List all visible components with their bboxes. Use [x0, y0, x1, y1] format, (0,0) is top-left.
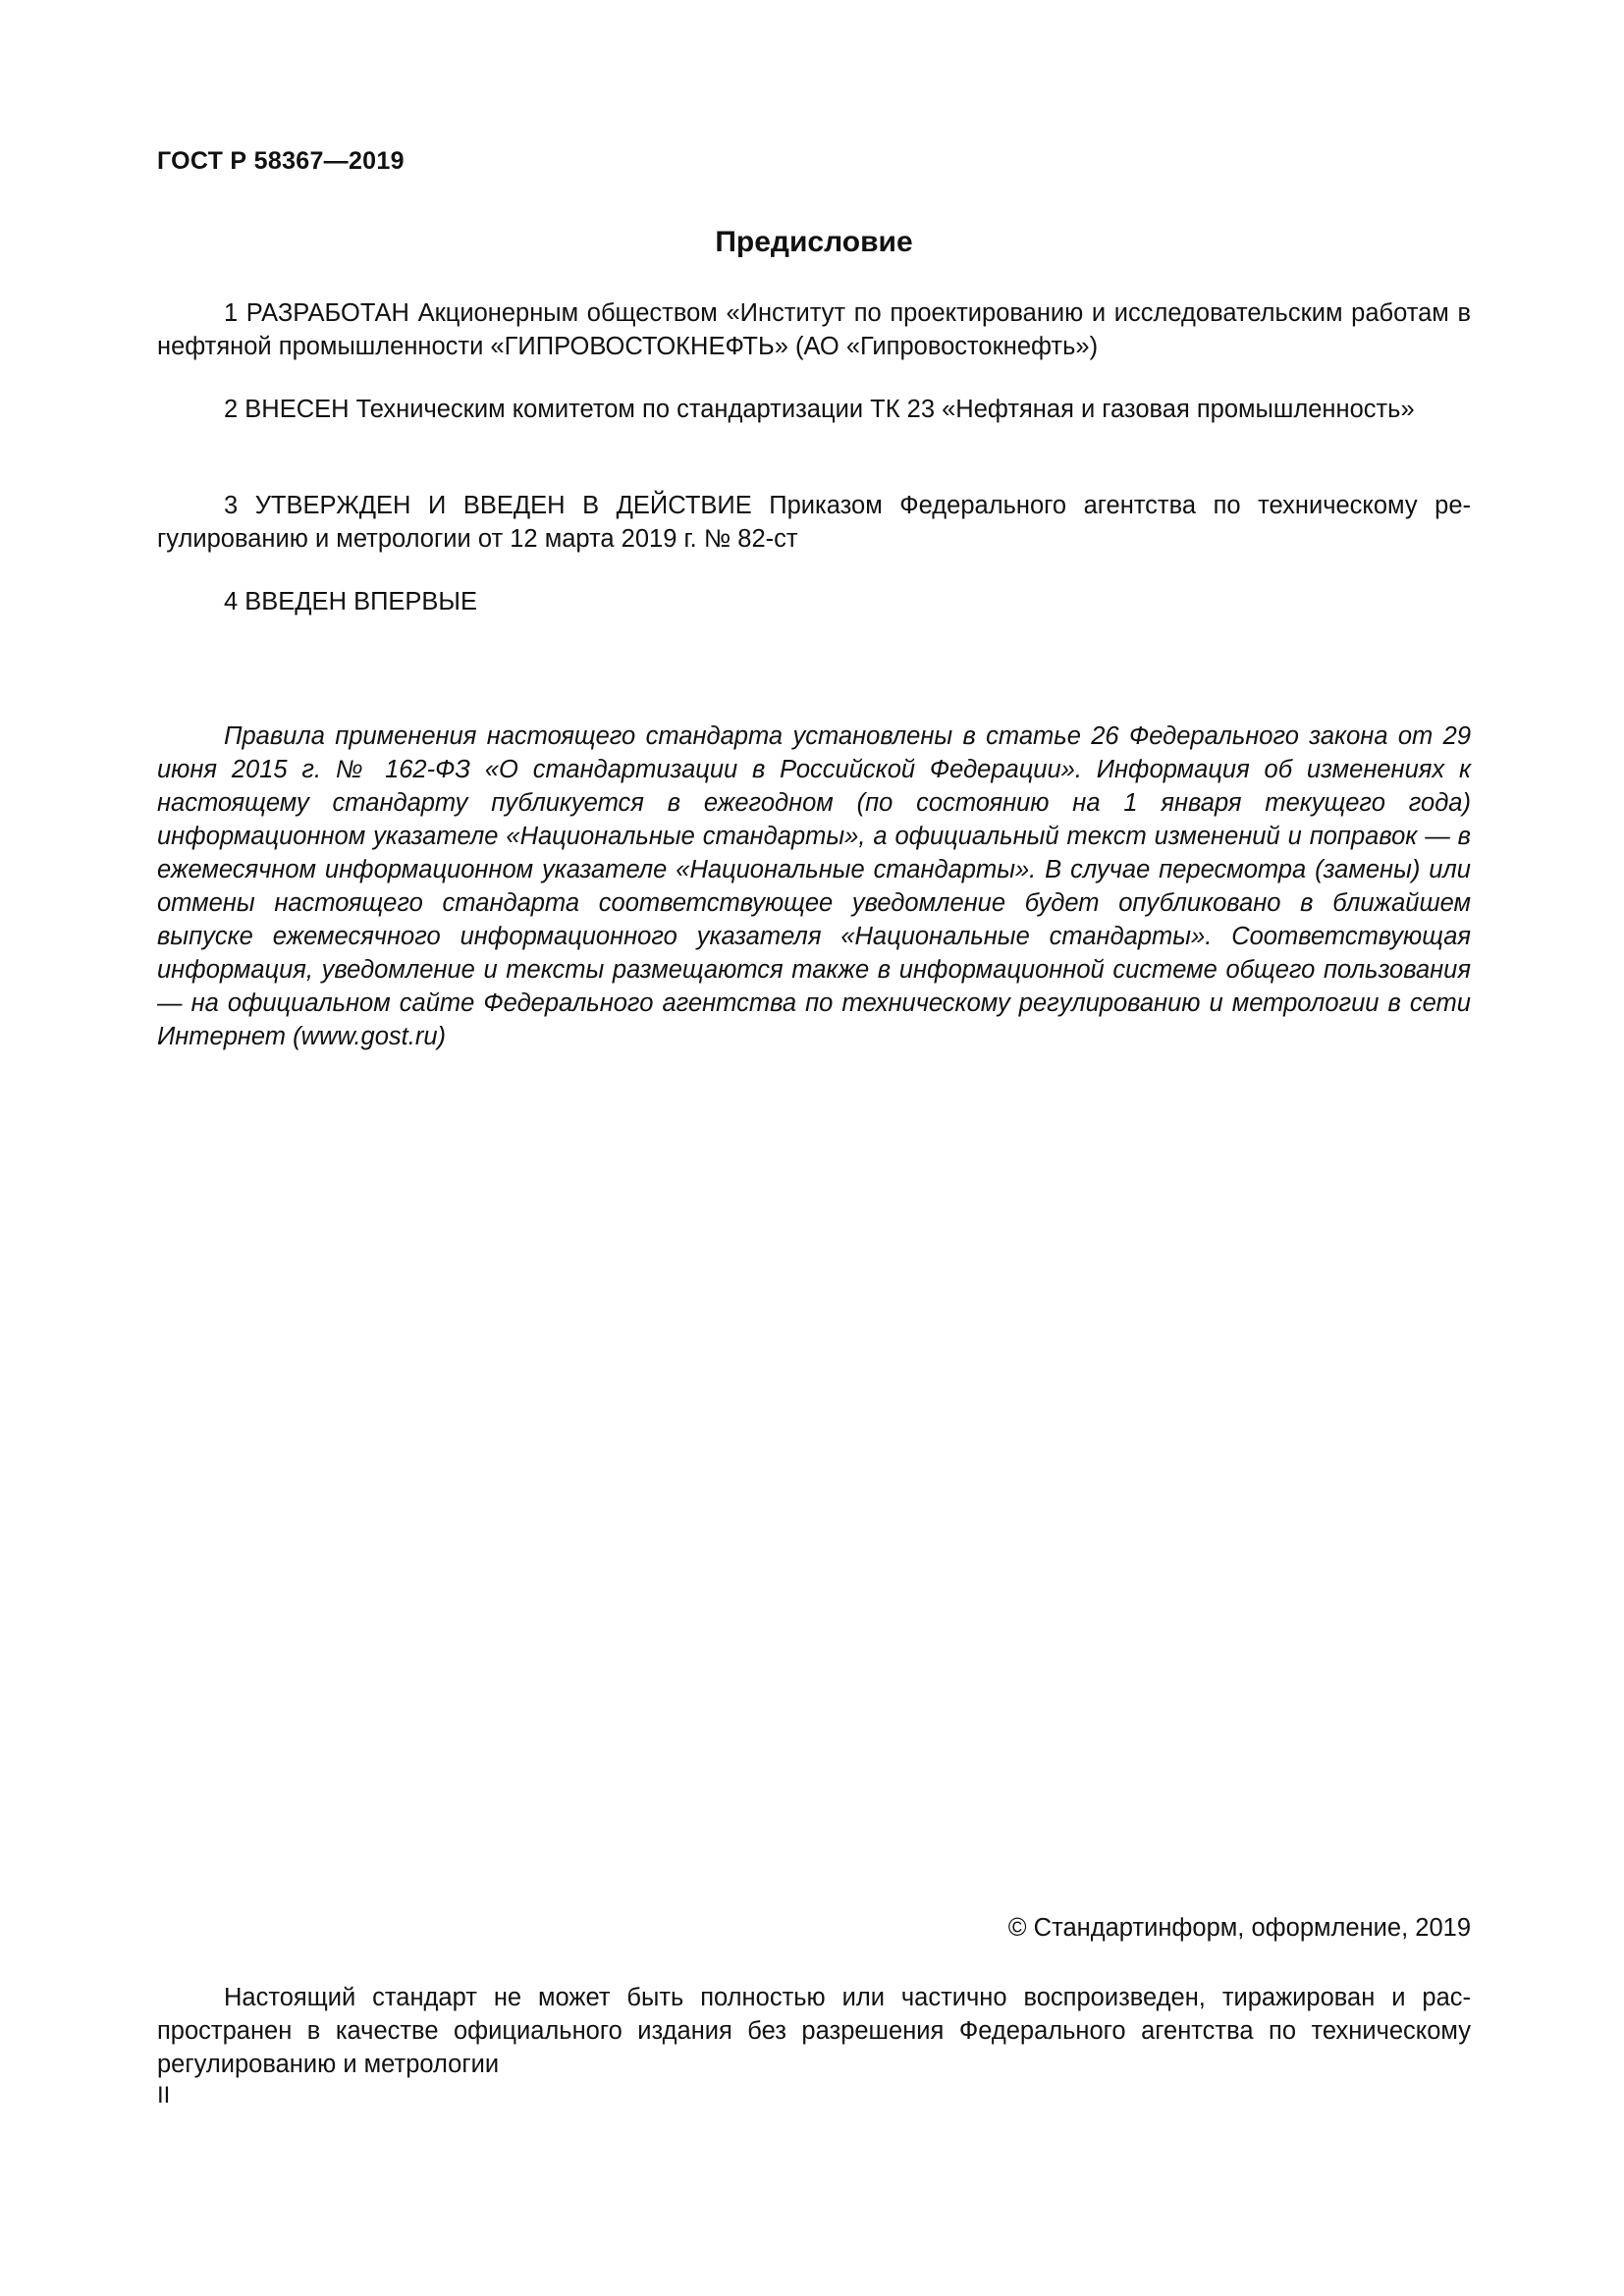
copyright-line: © Стандартинформ, оформление, 2019: [1007, 1914, 1471, 1942]
reproduction-restriction: Настоящий стандарт не может быть полностью или частично воспроизведен, тиражирован и распространен в качестве официального издания без разрешения Федерального агентства по техническому регулированию и метрологии: [157, 1984, 1471, 2078]
preface-item-2: 2 ВНЕСЕН Техническим комитетом по стандартизации ТК 23 «Нефтяная и газовая промышленность»: [224, 396, 1415, 423]
document-code: ГОСТ Р 58367—2019: [157, 147, 405, 175]
application-rules-notice: Правила применения настоящего стандарта установлены в статье 26 Федерального закона от 29 июня 2015 г. № 162-ФЗ «О стандартизации в Российской Федерации». Информация об изменениях к настоящему стандарту публикуется в ежегодном (по состоянию на 1 января текущего года) информационном указателе «Национальные стандарты», а официальный текст изменений и поправок — в ежемесячном информационном указателе «Национальные стандарты». В случае пересмотра (замены) или отмены настоящего стандарта соответствующее уведомление будет опубликовано в ближайшем выпуске ежемесячного информационного указателя «Национальные стандарты». Соответствующая информация, уведомление и тексты размещаются также в информационной системе общего пользования — на официальном сайте Федерального агентства по техническому регулированию и метрологии в сети Интернет (www.gost.ru): [157, 722, 1471, 1050]
preface-item-4: 4 ВВЕДЕН ВПЕРВЫЕ: [224, 588, 478, 615]
section-title: Предисловие: [715, 226, 913, 258]
preface-item-3: 3 УТВЕРЖДЕН И ВВЕДЕН В ДЕЙСТВИЕ Приказом Федерального агентства по техническому регулированию и метрологии от 12 марта 2019 г. № 82-ст: [157, 492, 1471, 553]
page-number: II: [157, 2082, 171, 2109]
preface-item-1: 1 РАЗРАБОТАН Акционерным обществом «Институт по проектированию и исследовательским работам в нефтяной промышленности «ГИПРОВОСТОКНЕФТЬ» (АО «Гипровостокнефть»): [157, 299, 1471, 360]
